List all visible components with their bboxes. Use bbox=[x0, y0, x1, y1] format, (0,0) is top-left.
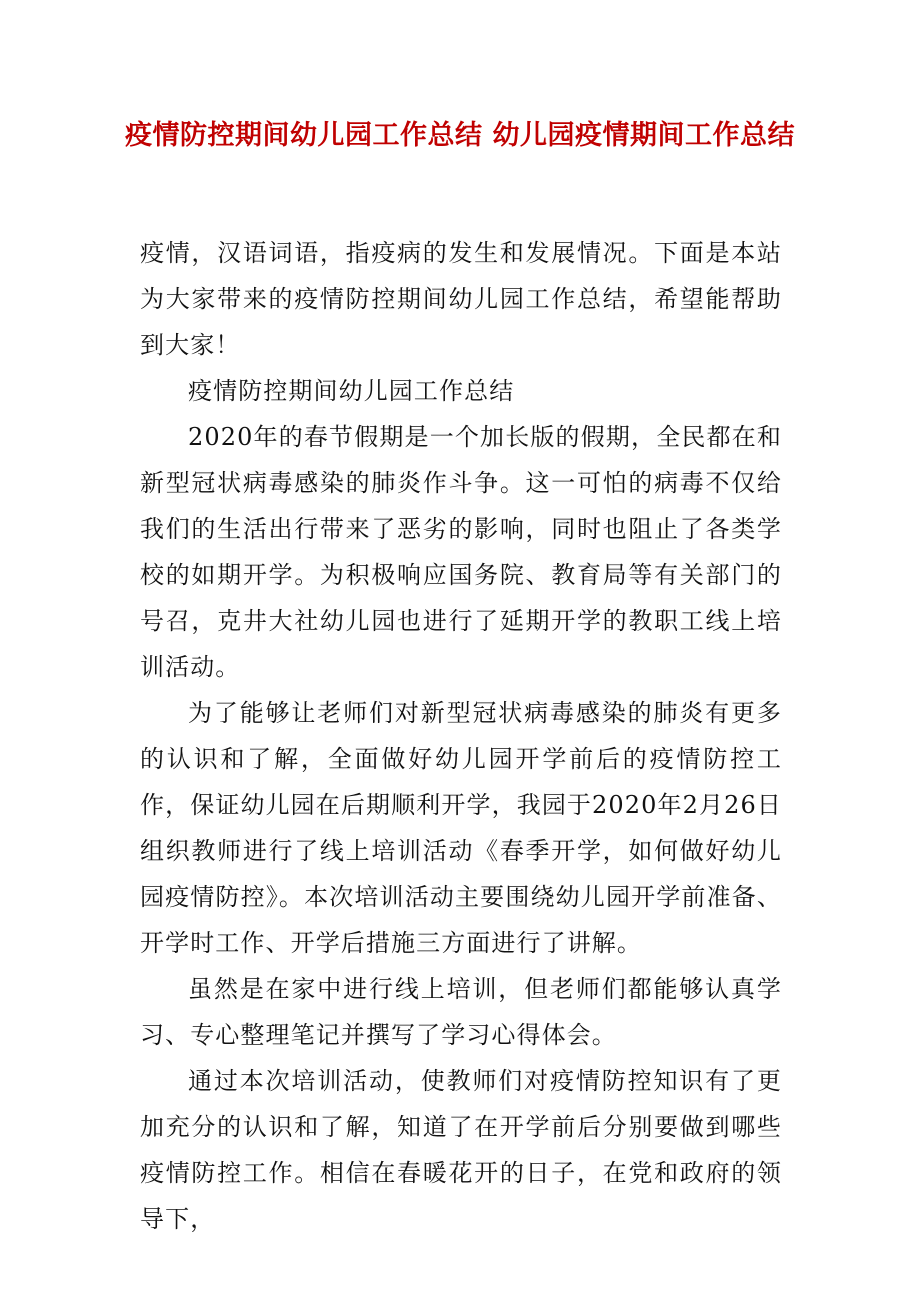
body-paragraph: 虽然是在家中进行线上培训，但老师们都能够认真学习、专心整理笔记并撰写了学习心得体会。 bbox=[140, 975, 782, 1049]
document-body bbox=[140, 230, 782, 1242]
intro-paragraph: 疫情，汉语词语，指疫病的发生和发展情况。下面是本站为大家带来的疫情防控期间幼儿园工作总结，希望能帮助到大家！ bbox=[140, 239, 782, 359]
body-paragraph: 为了能够让老师们对新型冠状病毒感染的肺炎有更多的认识和了解，全面做好幼儿园开学前后的疫情防控工作，保证幼儿园在后期顺利开学，我园于2020年2月26日组织教师进行了线上培训活动《春季开学，如何做好幼儿园疫情防控》。本次培训活动主要围绕幼儿园开学前准备、开学时工作、开学后措施三方面进行了讲解。 bbox=[140, 699, 782, 957]
document-title: 疫情防控期间幼儿园工作总结 幼儿园疫情期间工作总结 bbox=[125, 120, 795, 151]
body-paragraph: 2020年的春节假期是一个加长版的假期，全民都在和新型冠状病毒感染的肺炎作斗争。这一可怕的病毒不仅给我们的生活出行带来了恶劣的影响，同时也阻止了各类学校的如期开学。为积极响应国务院、教育局等有关部门的号召，克井大社幼儿园也进行了延期开学的教职工线上培训活动。 bbox=[140, 423, 782, 681]
section-heading: 疫情防控期间幼儿园工作总结 bbox=[188, 377, 515, 405]
body-paragraph: 通过本次培训活动，使教师们对疫情防控知识有了更加充分的认识和了解，知道了在开学前后分别要做到哪些疫情防控工作。相信在春暖花开的日子，在党和政府的领导下， bbox=[140, 1067, 782, 1233]
